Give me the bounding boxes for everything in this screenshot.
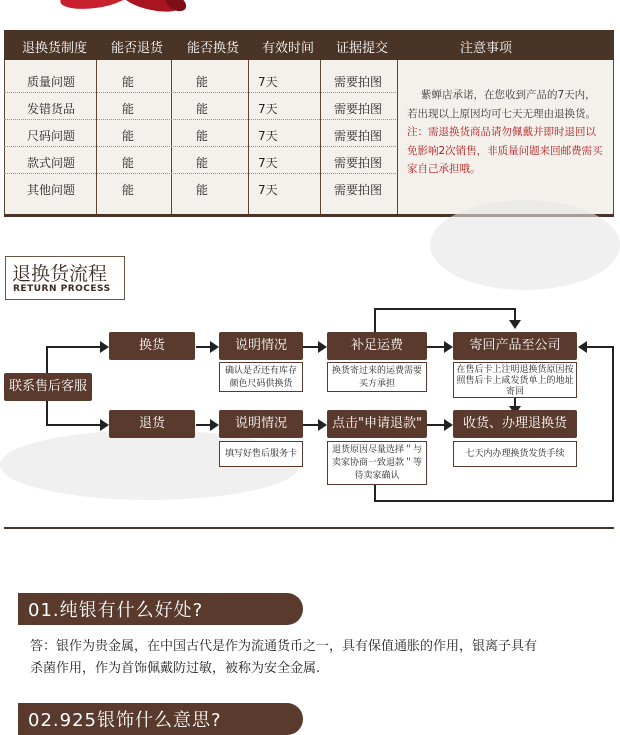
connector — [374, 308, 376, 332]
answer-line: 答：银作为贵金属，在中国古代是作为流通货币之一，具有保值通胀的作用，银离子具有 — [30, 639, 538, 654]
answer-line: 杀菌作用，作为首饰佩戴防过敏，被称为安全金属. — [30, 661, 321, 676]
arrow-right-icon — [318, 419, 327, 431]
header-evidence: 证据提交 — [336, 41, 389, 56]
faq-title-1 — [18, 593, 303, 625]
table-cell: 能 — [196, 156, 209, 170]
table-cell: 发错货品 — [27, 102, 76, 116]
flow-title-en: RETURN PROCESS — [13, 284, 111, 294]
pay-freight-note: 换货寄过来的运费需要买方承担 — [327, 362, 427, 392]
table-cell: 需要拍图 — [334, 75, 383, 89]
table-cell: 7天 — [258, 129, 278, 143]
section-divider — [4, 527, 614, 529]
table-divider — [320, 60, 321, 214]
table-cell: 能 — [122, 183, 135, 197]
table-divider — [171, 60, 172, 214]
explain-situation-box-2: 说明情况 — [219, 410, 303, 438]
table-cell: 能 — [122, 156, 135, 170]
explain-situation-note: 确认是否还有库存颜色尺码供换货 — [219, 362, 303, 392]
arrow-right-icon — [444, 341, 453, 353]
header-can-return: 能否退货 — [111, 41, 164, 56]
decorative-petals — [50, 0, 200, 18]
table-cell: 能 — [196, 75, 209, 89]
connector — [374, 308, 516, 310]
send-back-box: 寄回产品至公司 — [453, 332, 577, 360]
faq-title-text: 01.纯银有什么好处? — [28, 600, 204, 621]
header-notice: 注意事项 — [460, 41, 513, 56]
service-card-note: 填写好售后服务卡 — [219, 441, 303, 467]
connector — [46, 424, 102, 426]
exchange-box: 换货 — [109, 332, 195, 360]
arrow-right-icon — [444, 419, 453, 431]
faq-answer-1 — [30, 636, 590, 680]
header-policy: 退换货制度 — [22, 41, 88, 56]
table-divider — [96, 60, 97, 214]
table-cell: 能 — [122, 75, 135, 89]
table-cell: 能 — [196, 183, 209, 197]
arrow-right-icon — [210, 341, 219, 353]
table-cell: 款式问题 — [27, 156, 76, 170]
table-cell: 能 — [122, 102, 135, 116]
table-cell: 能 — [196, 129, 209, 143]
table-cell: 质量问题 — [27, 75, 76, 89]
row-divider — [4, 146, 396, 147]
table-cell: 7天 — [258, 102, 278, 116]
contact-service-box: 联系售后客服 — [4, 373, 92, 401]
arrow-right-icon — [100, 341, 109, 353]
faq-title-2 — [18, 703, 303, 735]
notice-line: 若出现以上原因均可七天无理由退换货。 — [407, 107, 596, 120]
table-cell: 7天 — [258, 75, 278, 89]
connector — [612, 346, 614, 502]
header-valid-time: 有效时间 — [262, 41, 315, 56]
arrow-left-icon — [578, 341, 587, 353]
arrow-right-icon — [210, 419, 219, 431]
send-back-note: 在售后卡上注明退换货原因按照售后卡上咸发货单上的地址寄回 — [453, 362, 577, 398]
arrow-down-icon — [509, 320, 521, 329]
refund-box: 退货 — [109, 410, 195, 438]
table-cell: 尺码问题 — [27, 129, 76, 143]
notice-warning: 注：需退换货商品请勿佩戴并即时退回以免影响2次销售，非质量问题来回邮费需买家自己承担哦。 — [407, 126, 603, 175]
mountain-decoration — [430, 200, 620, 290]
table-divider — [397, 60, 398, 214]
table-cell: 能 — [196, 102, 209, 116]
header-can-exchange: 能否换货 — [187, 41, 240, 56]
table-cell: 需要拍图 — [334, 129, 383, 143]
row-divider — [4, 92, 396, 93]
receive-process-box: 收货、办理退换货 — [453, 410, 577, 438]
policy-table-header — [4, 30, 614, 60]
flow-title — [5, 256, 125, 300]
table-cell: 需要拍图 — [334, 183, 383, 197]
receive-process-note: 七天内办理换货发货手续 — [453, 441, 577, 467]
table-divider — [248, 60, 249, 214]
connector — [374, 500, 614, 502]
table-cell: 需要拍图 — [334, 102, 383, 116]
table-cell: 7天 — [258, 183, 278, 197]
connector — [374, 485, 376, 502]
arrow-right-icon — [318, 341, 327, 353]
apply-refund-note: 退货原因尽量选择＂与卖家协商一致退款＂等待卖家确认 — [327, 441, 427, 485]
table-divider — [613, 60, 614, 214]
row-divider — [4, 173, 396, 174]
connector — [586, 346, 614, 348]
table-cell: 能 — [122, 129, 135, 143]
connector — [46, 400, 48, 426]
table-cell: 需要拍图 — [334, 156, 383, 170]
flow-title-cn: 退换货流程 — [12, 263, 108, 285]
row-divider — [4, 119, 396, 120]
table-cell: 7天 — [258, 156, 278, 170]
notice-text — [407, 86, 603, 179]
connector — [46, 346, 48, 374]
pay-freight-box: 补足运费 — [327, 332, 427, 360]
notice-line: 紫蝉店承诺，在您收到产品的7天内， — [421, 89, 596, 101]
explain-situation-box: 说明情况 — [219, 332, 303, 360]
arrow-right-icon — [100, 419, 109, 431]
table-divider — [4, 60, 5, 214]
apply-refund-box: 点击"申请退款" — [327, 410, 427, 438]
connector — [46, 346, 102, 348]
faq-title-text: 02.925银饰什么意思? — [28, 710, 222, 731]
table-cell: 其他问题 — [27, 183, 76, 197]
